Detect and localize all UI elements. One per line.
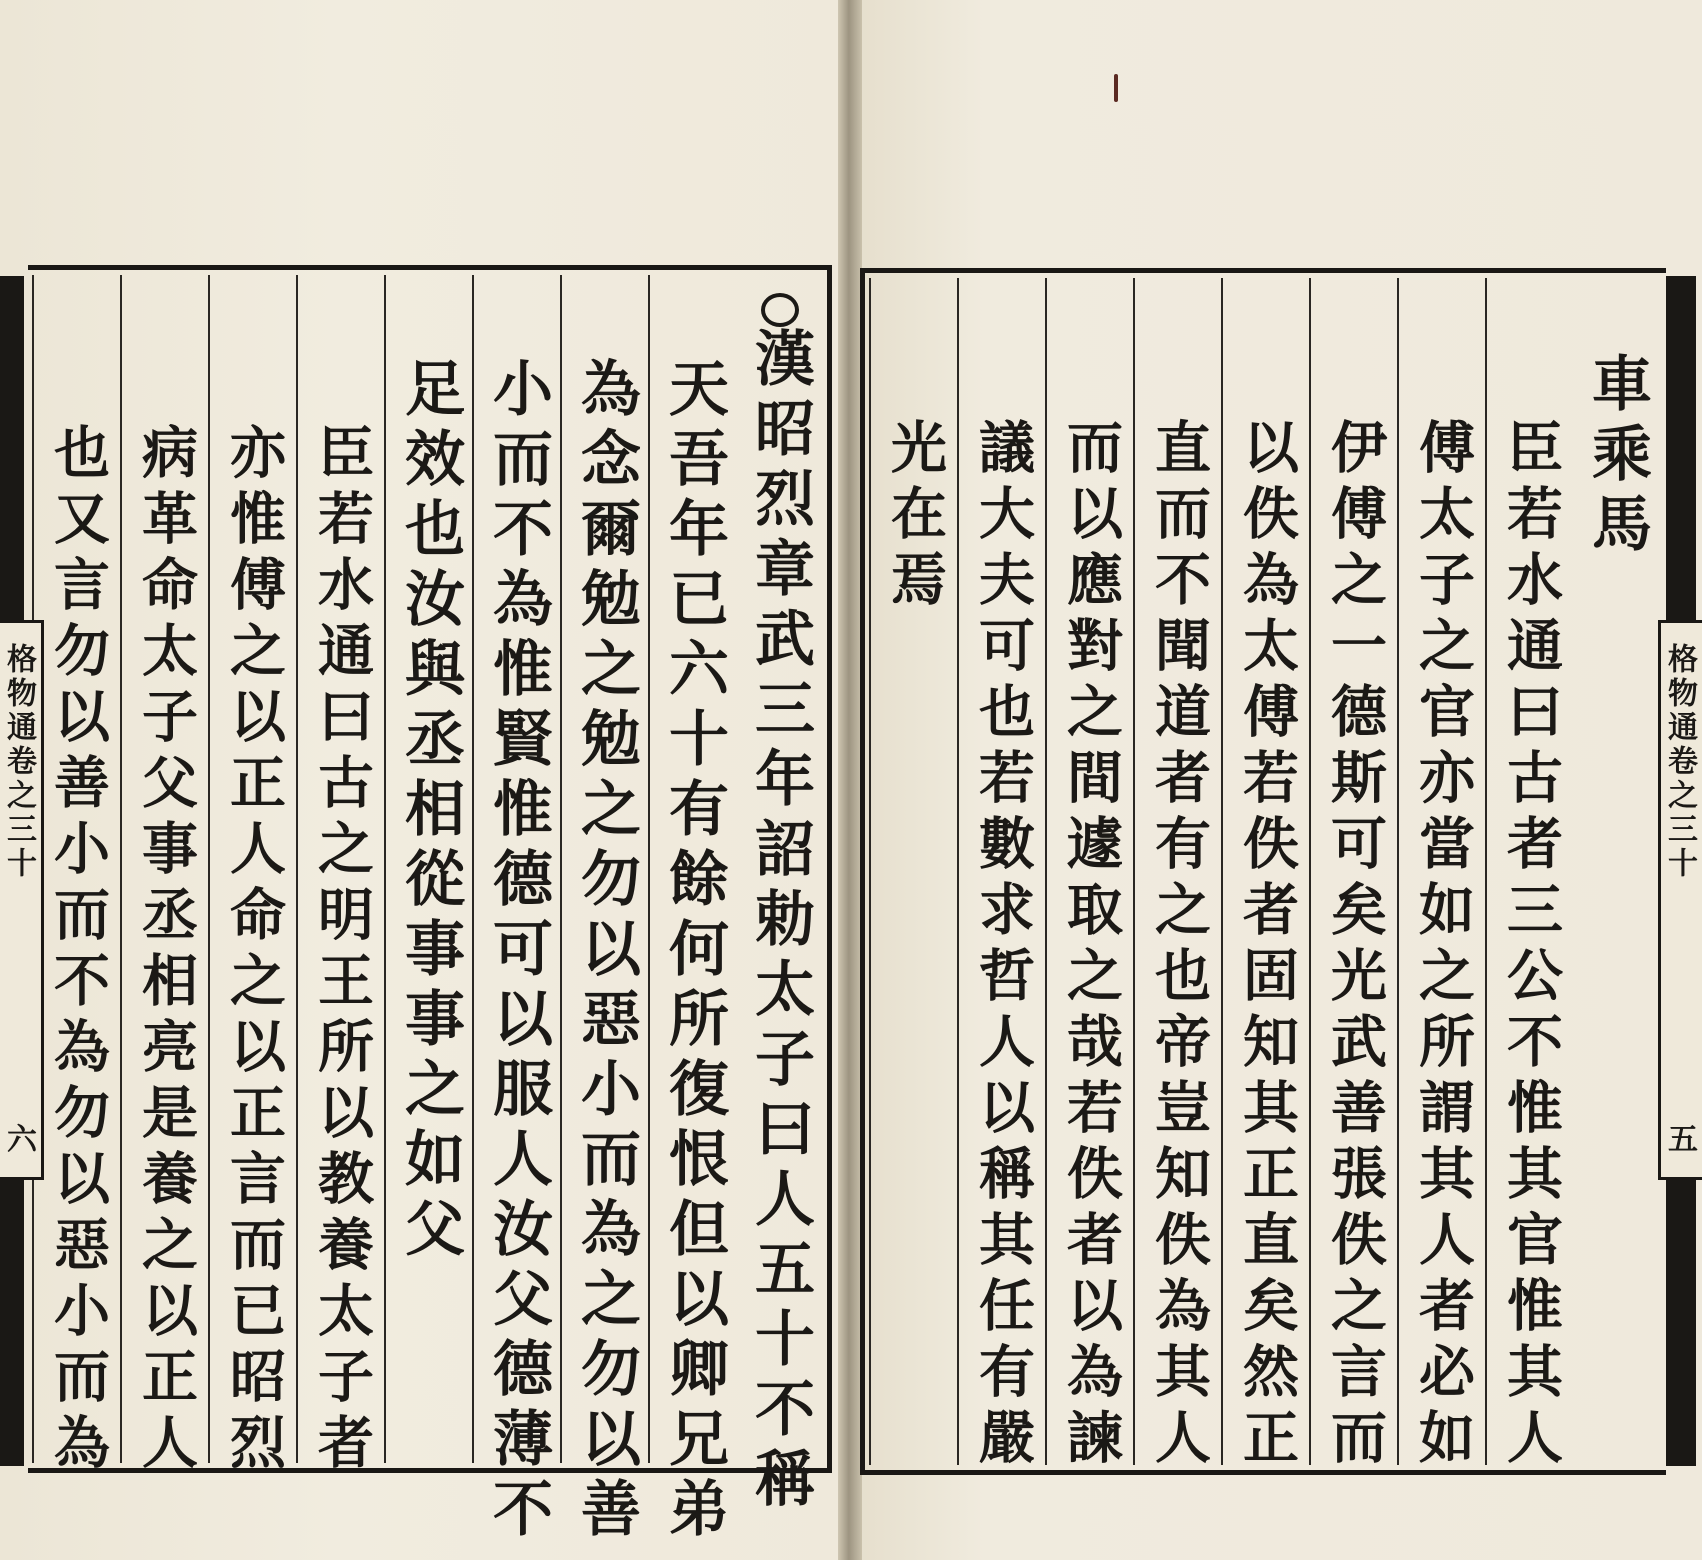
left-text-frame bbox=[28, 265, 832, 1547]
left-column-2 bbox=[648, 275, 736, 1547]
right-column-3 bbox=[1397, 278, 1485, 1474]
left-column-3-text: 為念爾勉之勉之勿以惡小而為之勿以善 bbox=[571, 357, 641, 1547]
right-column-8-text: 議大夫可也若數求哲人以稱其任有嚴 bbox=[970, 418, 1036, 1474]
right-column-9 bbox=[869, 278, 957, 1465]
right-column-7-text: 而以應對之間遽取之哉若佚者以為諫 bbox=[1058, 418, 1124, 1474]
left-column-4 bbox=[472, 275, 560, 1547]
left-column-5-text: 足效也汝與丞相從事事之如父 bbox=[395, 357, 465, 1267]
left-column-5 bbox=[384, 275, 472, 1463]
left-column-1 bbox=[736, 275, 824, 1517]
right-column-6 bbox=[1133, 278, 1221, 1474]
left-column-9-text: 也又言勿以善小而不為勿以惡小而為 bbox=[45, 423, 111, 1479]
left-folio-number: 六 bbox=[1, 1123, 36, 1153]
right-column-1-text: 車乘馬 bbox=[1582, 352, 1652, 562]
right-column-2-text: 臣若水通曰古者三公不惟其官惟其人 bbox=[1498, 418, 1564, 1474]
right-column-5-text: 以佚為太傅若佚者固知其正直矣然正 bbox=[1234, 418, 1300, 1474]
left-column-7 bbox=[208, 275, 296, 1479]
right-column-1 bbox=[1573, 278, 1661, 1465]
left-column-2-text: 天吾年已六十有餘何所復恨但以卿兄弟 bbox=[659, 357, 729, 1547]
book-gutter bbox=[838, 0, 862, 1560]
right-column-3-text: 傅太子之官亦當如之所謂其人者必如 bbox=[1410, 418, 1476, 1474]
left-column-7-text: 亦惟傅之以正人命之以正言而已昭烈 bbox=[221, 423, 287, 1479]
right-column-2 bbox=[1485, 278, 1573, 1474]
left-column-4-text: 小而不為惟賢惟德可以服人汝父德薄不 bbox=[483, 357, 553, 1547]
left-column-3 bbox=[560, 275, 648, 1547]
left-column-8-text: 病革命太子父事丞相亮是養之以正人 bbox=[133, 423, 199, 1479]
right-column-5 bbox=[1221, 278, 1309, 1474]
left-column-9 bbox=[32, 275, 120, 1479]
right-column-4-text: 伊傅之一德斯可矣光武善張佚之言而 bbox=[1322, 418, 1388, 1474]
left-column-8 bbox=[120, 275, 208, 1479]
left-column-1-text bbox=[736, 293, 824, 1517]
right-column-6-text: 直而不聞道者有之也帝豈知佚為其人 bbox=[1146, 418, 1212, 1474]
left-column-6-text: 臣若水通曰古之明王所以教養太子者 bbox=[309, 423, 375, 1479]
right-column-8 bbox=[957, 278, 1045, 1474]
left-margin-fishtail bbox=[0, 620, 44, 1180]
right-text-frame bbox=[860, 268, 1666, 1475]
right-folio-number: 五 bbox=[1662, 1123, 1697, 1153]
ink-spot bbox=[1114, 74, 1118, 102]
right-column-9-text: 光在焉 bbox=[882, 418, 948, 616]
right-column-7 bbox=[1045, 278, 1133, 1474]
circle-mark-icon bbox=[761, 293, 799, 327]
right-margin-fishtail bbox=[1658, 620, 1702, 1180]
right-column-4 bbox=[1309, 278, 1397, 1474]
left-column-6 bbox=[296, 275, 384, 1479]
right-margin-title: 格物通卷之三十 bbox=[1662, 643, 1697, 881]
left-column-1-body: 漢昭烈章武三年詔勅太子曰人五十不稱 bbox=[745, 327, 815, 1517]
left-margin-title: 格物通卷之三十 bbox=[1, 643, 36, 881]
